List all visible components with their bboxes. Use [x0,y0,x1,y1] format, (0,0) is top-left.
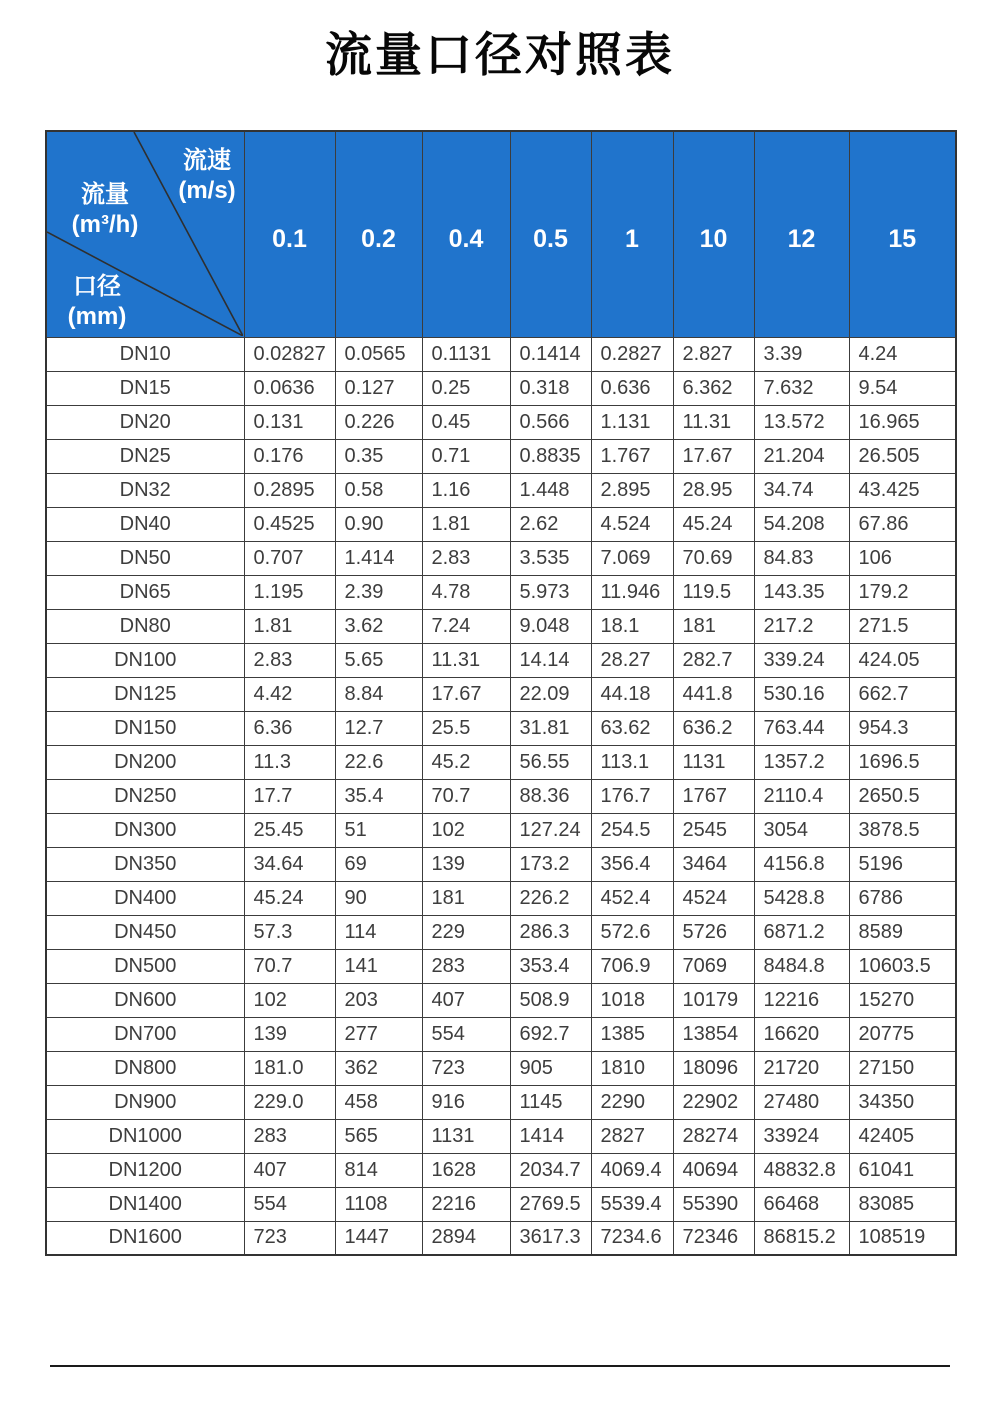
flow-value-cell: 254.5 [591,813,673,847]
flow-value-cell: 13.572 [754,405,849,439]
flow-value-cell: 3.535 [510,541,591,575]
flow-value-cell: 6871.2 [754,915,849,949]
flow-value-cell: 143.35 [754,575,849,609]
flow-value-cell: 407 [422,983,510,1017]
flow-value-cell: 17.67 [422,677,510,711]
flow-value-cell: 8.84 [335,677,422,711]
flow-value-cell: 636.2 [673,711,754,745]
diameter-cell: DN100 [46,643,244,677]
table-row-dn1600 [46,1221,956,1255]
table-row-dn25 [46,439,956,473]
flow-value-cell: 173.2 [510,847,591,881]
flow-value-cell: 441.8 [673,677,754,711]
flow-value-cell: 4.42 [244,677,335,711]
flow-value-cell: 9.048 [510,609,591,643]
flow-unit-text: (m³/h) [71,211,139,238]
flow-value-cell: 5.65 [335,643,422,677]
diameter-cell: DN1000 [46,1119,244,1153]
flow-value-cell: 0.226 [335,405,422,439]
flow-value-cell: 43.425 [849,473,956,507]
flow-value-cell: 0.25 [422,371,510,405]
velocity-header-1: 1 [591,131,673,337]
flow-value-cell: 1131 [673,745,754,779]
flow-value-cell: 954.3 [849,711,956,745]
corner-header-cell [46,131,244,337]
flow-value-cell: 282.7 [673,643,754,677]
flow-value-cell: 2894 [422,1221,510,1255]
diameter-cell: DN300 [46,813,244,847]
flow-value-cell: 127.24 [510,813,591,847]
diameter-cell: DN20 [46,405,244,439]
flow-value-cell: 763.44 [754,711,849,745]
flow-value-cell: 5428.8 [754,881,849,915]
flow-value-cell: 0.176 [244,439,335,473]
diameter-cell: DN600 [46,983,244,1017]
diameter-cell: DN15 [46,371,244,405]
flow-value-cell: 139 [244,1017,335,1051]
flow-value-cell: 5196 [849,847,956,881]
flow-value-cell: 0.318 [510,371,591,405]
flow-value-cell: 6.362 [673,371,754,405]
flow-value-cell: 176.7 [591,779,673,813]
diameter-cell: DN450 [46,915,244,949]
table-row-dn100 [46,643,956,677]
flow-value-cell: 42405 [849,1119,956,1153]
flow-value-cell: 7.069 [591,541,673,575]
flow-value-cell: 0.2827 [591,337,673,371]
flow-value-cell: 2.83 [422,541,510,575]
flow-value-cell: 283 [422,949,510,983]
velocity-header-0.2: 0.2 [335,131,422,337]
table-row-dn350 [46,847,956,881]
flow-value-cell: 226.2 [510,881,591,915]
flow-value-cell: 1810 [591,1051,673,1085]
flow-value-cell: 69 [335,847,422,881]
flow-value-cell: 18.1 [591,609,673,643]
flow-value-cell: 90 [335,881,422,915]
flow-value-cell: 45.2 [422,745,510,779]
flow-value-cell: 1.414 [335,541,422,575]
flow-value-cell: 22902 [673,1085,754,1119]
flow-value-cell: 10179 [673,983,754,1017]
table-row-dn1200 [46,1153,956,1187]
flow-value-cell: 27480 [754,1085,849,1119]
diameter-cell: DN350 [46,847,244,881]
flow-value-cell: 25.45 [244,813,335,847]
flow-value-cell: 6786 [849,881,956,915]
flow-value-cell: 271.5 [849,609,956,643]
flow-value-cell: 8484.8 [754,949,849,983]
table-row-dn32 [46,473,956,507]
flow-value-cell: 916 [422,1085,510,1119]
flow-value-cell: 33924 [754,1119,849,1153]
flow-value-cell: 1145 [510,1085,591,1119]
flow-value-cell: 1108 [335,1187,422,1221]
diameter-cell: DN80 [46,609,244,643]
table-row-dn400 [46,881,956,915]
flow-value-cell: 67.86 [849,507,956,541]
flow-value-cell: 0.8835 [510,439,591,473]
flow-value-cell: 63.62 [591,711,673,745]
flow-value-cell: 102 [422,813,510,847]
flow-value-cell: 7.632 [754,371,849,405]
flow-value-cell: 11.31 [673,405,754,439]
flow-value-cell: 0.90 [335,507,422,541]
flow-value-cell: 34350 [849,1085,956,1119]
flow-value-cell: 1.81 [422,507,510,541]
flow-value-cell: 141 [335,949,422,983]
diameter-cell: DN10 [46,337,244,371]
table-row-dn500 [46,949,956,983]
header-row [46,131,956,337]
flow-value-cell: 2769.5 [510,1187,591,1221]
diameter-cell: DN150 [46,711,244,745]
flow-value-cell: 26.505 [849,439,956,473]
table-row-dn20 [46,405,956,439]
diameter-cell: DN800 [46,1051,244,1085]
flow-value-cell: 2.83 [244,643,335,677]
flow-diameter-table [45,130,957,1256]
flow-value-cell: 339.24 [754,643,849,677]
flow-value-cell: 203 [335,983,422,1017]
flow-value-cell: 21.204 [754,439,849,473]
flow-value-cell: 108519 [849,1221,956,1255]
diameter-label-text: 口径 [73,273,121,300]
diameter-unit-text: (mm) [67,303,127,330]
flow-value-cell: 356.4 [591,847,673,881]
flow-value-cell: 45.24 [244,881,335,915]
table-row-dn200 [46,745,956,779]
velocity-header-15: 15 [849,131,956,337]
flow-value-cell: 181 [673,609,754,643]
flow-value-cell: 181.0 [244,1051,335,1085]
diameter-cell: DN25 [46,439,244,473]
flow-value-cell: 0.4525 [244,507,335,541]
flow-value-cell: 25.5 [422,711,510,745]
flow-value-cell: 13854 [673,1017,754,1051]
flow-value-cell: 0.127 [335,371,422,405]
diameter-cell: DN1200 [46,1153,244,1187]
flow-value-cell: 572.6 [591,915,673,949]
flow-value-cell: 2.39 [335,575,422,609]
flow-value-cell: 57.3 [244,915,335,949]
flow-value-cell: 72346 [673,1221,754,1255]
table-row-dn80 [46,609,956,643]
flow-value-cell: 55390 [673,1187,754,1221]
diameter-cell: DN65 [46,575,244,609]
flow-value-cell: 106 [849,541,956,575]
diameter-cell: DN1400 [46,1187,244,1221]
flow-value-cell: 508.9 [510,983,591,1017]
table-row-dn125 [46,677,956,711]
flow-value-cell: 2216 [422,1187,510,1221]
flow-value-cell: 119.5 [673,575,754,609]
velocity-header-0.1: 0.1 [244,131,335,337]
flow-value-cell: 1.81 [244,609,335,643]
flow-value-cell: 17.7 [244,779,335,813]
flow-value-cell: 5539.4 [591,1187,673,1221]
flow-value-cell: 1.16 [422,473,510,507]
flow-value-cell: 28.27 [591,643,673,677]
flow-value-cell: 1131 [422,1119,510,1153]
flow-value-cell: 2290 [591,1085,673,1119]
flow-value-cell: 34.64 [244,847,335,881]
flow-value-cell: 1.195 [244,575,335,609]
flow-value-cell: 662.7 [849,677,956,711]
flow-value-cell: 83085 [849,1187,956,1221]
flow-value-cell: 362 [335,1051,422,1085]
flow-value-cell: 286.3 [510,915,591,949]
table-row-dn300 [46,813,956,847]
flow-value-cell: 4.24 [849,337,956,371]
flow-value-cell: 458 [335,1085,422,1119]
flow-value-cell: 2650.5 [849,779,956,813]
flow-value-cell: 0.707 [244,541,335,575]
flow-value-cell: 0.35 [335,439,422,473]
flow-value-cell: 54.208 [754,507,849,541]
flow-value-cell: 11.946 [591,575,673,609]
page-title: 流量口径对照表 [325,28,675,81]
flow-value-cell: 8589 [849,915,956,949]
diameter-cell: DN500 [46,949,244,983]
table-row-dn10 [46,337,956,371]
flow-value-cell: 229 [422,915,510,949]
flow-value-cell: 283 [244,1119,335,1153]
flow-value-cell: 114 [335,915,422,949]
flow-value-cell: 11.31 [422,643,510,677]
flow-value-cell: 51 [335,813,422,847]
flow-value-cell: 1696.5 [849,745,956,779]
flow-value-cell: 22.6 [335,745,422,779]
corner-speed-label [171,146,243,206]
diameter-cell: DN40 [46,507,244,541]
flow-label-text: 流量 [81,181,129,208]
flow-value-cell: 229.0 [244,1085,335,1119]
flow-value-cell: 3617.3 [510,1221,591,1255]
flow-value-cell: 424.05 [849,643,956,677]
flow-value-cell: 905 [510,1051,591,1085]
flow-value-cell: 70.7 [422,779,510,813]
flow-value-cell: 35.4 [335,779,422,813]
flow-value-cell: 2545 [673,813,754,847]
flow-value-cell: 814 [335,1153,422,1187]
flow-value-cell: 0.0636 [244,371,335,405]
flow-value-cell: 0.566 [510,405,591,439]
flow-value-cell: 2110.4 [754,779,849,813]
velocity-header-0.4: 0.4 [422,131,510,337]
flow-value-cell: 1018 [591,983,673,1017]
flow-value-cell: 86815.2 [754,1221,849,1255]
flow-value-cell: 554 [422,1017,510,1051]
flow-value-cell: 44.18 [591,677,673,711]
diameter-cell: DN125 [46,677,244,711]
table-row-dn50 [46,541,956,575]
bottom-divider [50,1365,950,1367]
flow-value-cell: 554 [244,1187,335,1221]
flow-value-cell: 2.895 [591,473,673,507]
flow-value-cell: 1.448 [510,473,591,507]
flow-value-cell: 3878.5 [849,813,956,847]
flow-value-cell: 56.55 [510,745,591,779]
flow-value-cell: 20775 [849,1017,956,1051]
flow-value-cell: 7.24 [422,609,510,643]
flow-value-cell: 9.54 [849,371,956,405]
flow-value-cell: 353.4 [510,949,591,983]
table-row-dn250 [46,779,956,813]
flow-value-cell: 11.3 [244,745,335,779]
flow-value-cell: 70.7 [244,949,335,983]
flow-value-cell: 3464 [673,847,754,881]
speed-unit-text: (m/s) [178,177,236,204]
corner-diameter-label [57,272,137,332]
diameter-cell: DN250 [46,779,244,813]
flow-value-cell: 61041 [849,1153,956,1187]
flow-value-cell: 179.2 [849,575,956,609]
flow-value-cell: 0.131 [244,405,335,439]
table-row-dn600 [46,983,956,1017]
flow-value-cell: 723 [244,1221,335,1255]
flow-value-cell: 16620 [754,1017,849,1051]
diameter-cell: DN400 [46,881,244,915]
flow-value-cell: 530.16 [754,677,849,711]
flow-value-cell: 4069.4 [591,1153,673,1187]
table-row-dn800 [46,1051,956,1085]
flow-value-cell: 2827 [591,1119,673,1153]
flow-value-cell: 70.69 [673,541,754,575]
flow-value-cell: 4.524 [591,507,673,541]
table-row-dn150 [46,711,956,745]
flow-value-cell: 102 [244,983,335,1017]
flow-value-cell: 217.2 [754,609,849,643]
flow-value-cell: 0.1131 [422,337,510,371]
flow-value-cell: 7069 [673,949,754,983]
table-row-dn700 [46,1017,956,1051]
flow-value-cell: 4156.8 [754,847,849,881]
flow-value-cell: 706.9 [591,949,673,983]
flow-value-cell: 48832.8 [754,1153,849,1187]
flow-value-cell: 407 [244,1153,335,1187]
flow-value-cell: 16.965 [849,405,956,439]
flow-value-cell: 1357.2 [754,745,849,779]
flow-value-cell: 7234.6 [591,1221,673,1255]
flow-value-cell: 139 [422,847,510,881]
speed-label-text: 流速 [183,147,231,174]
flow-value-cell: 181 [422,881,510,915]
flow-value-cell: 12216 [754,983,849,1017]
flow-value-cell: 14.14 [510,643,591,677]
flow-value-cell: 0.0565 [335,337,422,371]
flow-value-cell: 6.36 [244,711,335,745]
flow-value-cell: 0.1414 [510,337,591,371]
flow-value-cell: 2.827 [673,337,754,371]
flow-value-cell: 28274 [673,1119,754,1153]
diameter-cell: DN200 [46,745,244,779]
flow-value-cell: 2.62 [510,507,591,541]
diameter-cell: DN32 [46,473,244,507]
flow-value-cell: 0.636 [591,371,673,405]
flow-value-cell: 4524 [673,881,754,915]
flow-value-cell: 22.09 [510,677,591,711]
flow-value-cell: 66468 [754,1187,849,1221]
table-row-dn450 [46,915,956,949]
diameter-cell: DN1600 [46,1221,244,1255]
flow-value-cell: 2034.7 [510,1153,591,1187]
flow-value-cell: 45.24 [673,507,754,541]
flow-value-cell: 15270 [849,983,956,1017]
velocity-header-12: 12 [754,131,849,337]
flow-value-cell: 692.7 [510,1017,591,1051]
table-row-dn1000 [46,1119,956,1153]
flow-value-cell: 0.02827 [244,337,335,371]
diameter-cell: DN700 [46,1017,244,1051]
flow-value-cell: 1628 [422,1153,510,1187]
flow-value-cell: 34.74 [754,473,849,507]
flow-value-cell: 1447 [335,1221,422,1255]
flow-value-cell: 4.78 [422,575,510,609]
flow-value-cell: 31.81 [510,711,591,745]
flow-value-cell: 565 [335,1119,422,1153]
flow-value-cell: 452.4 [591,881,673,915]
flow-value-cell: 113.1 [591,745,673,779]
table-row-dn1400 [46,1187,956,1221]
velocity-header-0.5: 0.5 [510,131,591,337]
diameter-cell: DN900 [46,1085,244,1119]
flow-value-cell: 0.71 [422,439,510,473]
flow-value-cell: 5726 [673,915,754,949]
corner-flow-label [63,180,147,240]
flow-value-cell: 12.7 [335,711,422,745]
flow-value-cell: 0.58 [335,473,422,507]
flow-value-cell: 3.39 [754,337,849,371]
flow-value-cell: 1767 [673,779,754,813]
flow-value-cell: 1414 [510,1119,591,1153]
flow-value-cell: 40694 [673,1153,754,1187]
table-row-dn40 [46,507,956,541]
velocity-header-10: 10 [673,131,754,337]
flow-value-cell: 0.2895 [244,473,335,507]
flow-value-cell: 18096 [673,1051,754,1085]
flow-value-cell: 21720 [754,1051,849,1085]
flow-value-cell: 3.62 [335,609,422,643]
flow-value-cell: 5.973 [510,575,591,609]
flow-value-cell: 84.83 [754,541,849,575]
flow-value-cell: 88.36 [510,779,591,813]
table-row-dn65 [46,575,956,609]
flow-value-cell: 1.767 [591,439,673,473]
flow-value-cell: 17.67 [673,439,754,473]
flow-value-cell: 10603.5 [849,949,956,983]
flow-value-cell: 723 [422,1051,510,1085]
flow-value-cell: 3054 [754,813,849,847]
flow-value-cell: 28.95 [673,473,754,507]
flow-value-cell: 277 [335,1017,422,1051]
table-row-dn900 [46,1085,956,1119]
flow-value-cell: 27150 [849,1051,956,1085]
diameter-cell: DN50 [46,541,244,575]
flow-value-cell: 1.131 [591,405,673,439]
flow-value-cell: 0.45 [422,405,510,439]
flow-value-cell: 1385 [591,1017,673,1051]
table-body [46,337,956,1255]
table-row-dn15 [46,371,956,405]
